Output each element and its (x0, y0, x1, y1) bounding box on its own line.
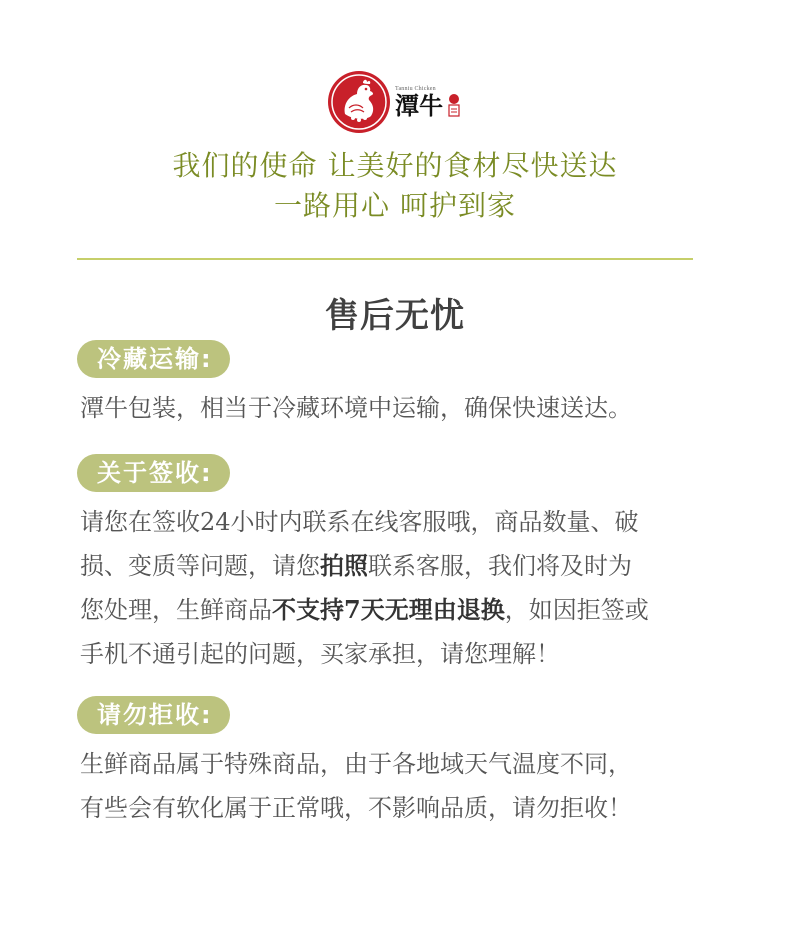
section-text-receipt (80, 500, 710, 676)
brand-logo (0, 70, 790, 134)
text-line: 手机不通引起的问题，买家承担，请您理解！ (80, 640, 560, 668)
section-text-do-not-refuse (80, 742, 710, 830)
section-text-cold-transport: 潭牛包装，相当于冷藏环境中运输，确保快速送达。 (80, 394, 632, 422)
text-line: 损、变质等问题，请您拍照联系客服，我们将及时为 (80, 551, 632, 580)
section-heading-do-not-refuse: 请勿拒收: (77, 696, 230, 734)
mission-line-1: 我们的使命 让美好的食材尽快送达 (172, 149, 618, 182)
brand-text (395, 86, 443, 119)
page-title: 售后无忧 (325, 296, 465, 336)
emphasis-photo: 拍照 (320, 551, 368, 580)
header (0, 70, 790, 226)
rooster-logo-icon (327, 70, 391, 134)
text-line: 请您在签收24小时内联系在线客服哦，商品数量、破 (80, 508, 639, 536)
divider (77, 258, 693, 260)
text-line: 生鲜商品属于特殊商品，由于各地域天气温度不同， (80, 750, 632, 778)
brand-name-en: Tanniu Chicken (395, 85, 436, 92)
mission-line-2: 一路用心 呵护到家 (274, 189, 516, 222)
text-line: 有些会有软化属于正常哦，不影响品质，请勿拒收！ (80, 794, 632, 822)
seal-stamp-icon (445, 92, 463, 118)
mission-statement (0, 146, 790, 226)
brand-name-cn: 潭牛 (395, 91, 443, 120)
section-heading-receipt: 关于签收: (77, 454, 230, 492)
section-heading-cold-transport: 冷藏运输: (77, 340, 230, 378)
text-line: 您处理，生鲜商品不支持7天无理由退换，如因拒签或 (80, 595, 649, 624)
emphasis-no-return: 不支持7天无理由退换 (272, 595, 505, 624)
